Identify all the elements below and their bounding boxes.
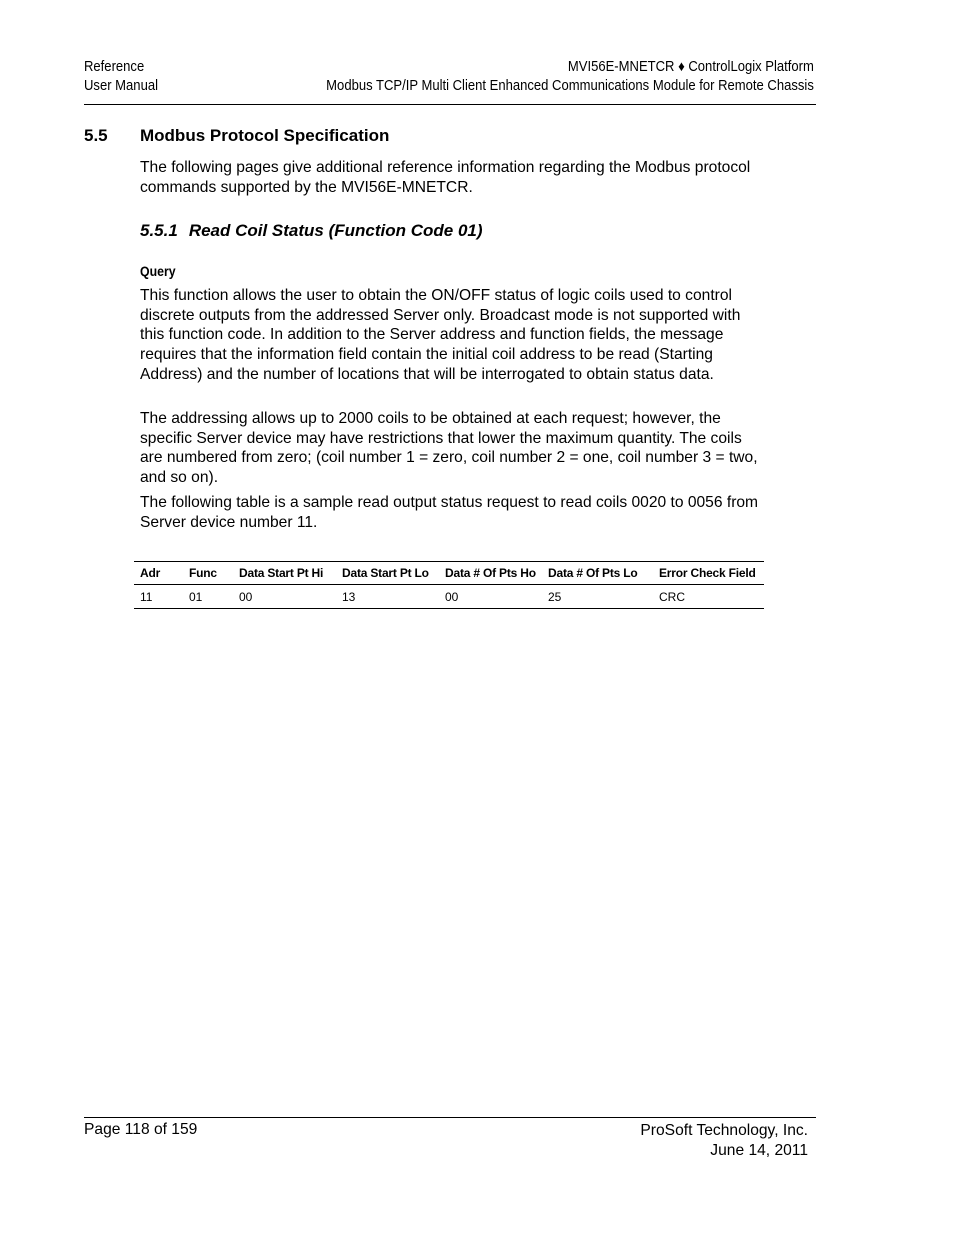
table-cell: 00 — [233, 585, 336, 609]
column-header-pts-hi: Data # Of Pts Ho — [439, 562, 542, 585]
column-header-pts-lo: Data # Of Pts Lo — [542, 562, 653, 585]
header-doc-type: User Manual — [84, 78, 158, 94]
subsection-title: Read Coil Status (Function Code 01) — [188, 221, 483, 240]
footer-right — [640, 1121, 808, 1160]
page-number: Page 118 of 159 — [84, 1121, 198, 1138]
column-header-data-start-lo: Data Start Pt Lo — [336, 562, 439, 585]
table-header-row — [134, 562, 764, 585]
table-cell: CRC — [653, 585, 764, 609]
table-cell: 11 — [134, 585, 183, 609]
query-heading: Query — [140, 263, 176, 279]
header-section-label: Reference — [84, 59, 145, 75]
paragraph-addressing: The addressing allows up to 2000 coils to be obtained at each request; however, the specific Server device may have restrictions that lower the maximum quantity. The coils are numbered from zero; (coil number 1 = zero, coil number 2 = one, coil number 3 = two, and so on). — [140, 410, 758, 487]
section-intro: The following pages give additional reference information regarding the Modbus protocol commands supported by the MVI56E-MNETCR. — [140, 159, 751, 196]
subsection-number: 5.5.1 — [140, 221, 178, 240]
column-header-func: Func — [183, 562, 233, 585]
header-divider — [84, 104, 816, 105]
header-right — [326, 58, 814, 96]
footer-divider — [84, 1117, 816, 1118]
paragraph-function-description: This function allows the user to obtain the ON/OFF status of logic coils used to control discrete outputs from the addressed Server only. Broadcast mode is not supported with this function code. In addition to the Server address and function fields, the message requires that the information field contain the initial coil address to be read (Starting Address) and the number of locations that will be interrogated to obtain status data. — [140, 287, 741, 383]
section-number: 5.5 — [84, 126, 108, 145]
column-header-data-start-hi: Data Start Pt Hi — [233, 562, 336, 585]
footer-company: ProSoft Technology, Inc. — [640, 1122, 808, 1139]
table-cell: 13 — [336, 585, 439, 609]
sample-request-table — [134, 561, 764, 609]
subsection-heading — [140, 221, 483, 241]
footer-date: June 14, 2011 — [710, 1141, 808, 1159]
header-module-description: Modbus TCP/IP Multi Client Enhanced Communications Module for Remote Chassis — [326, 78, 814, 94]
table-cell: 25 — [542, 585, 653, 609]
paragraph-table-intro: The following table is a sample read output status request to read coils 0020 to 0056 from Server device number 11. — [140, 494, 759, 531]
table-row — [134, 585, 764, 609]
header-left — [84, 58, 158, 96]
table-cell: 00 — [439, 585, 542, 609]
column-header-adr: Adr — [134, 562, 183, 585]
table-cell: 01 — [183, 585, 233, 609]
section-title: Modbus Protocol Specification — [140, 126, 390, 145]
column-header-error-check: Error Check Field — [653, 562, 764, 585]
header-product: MVI56E-MNETCR ♦ ControlLogix Platform — [568, 59, 814, 75]
